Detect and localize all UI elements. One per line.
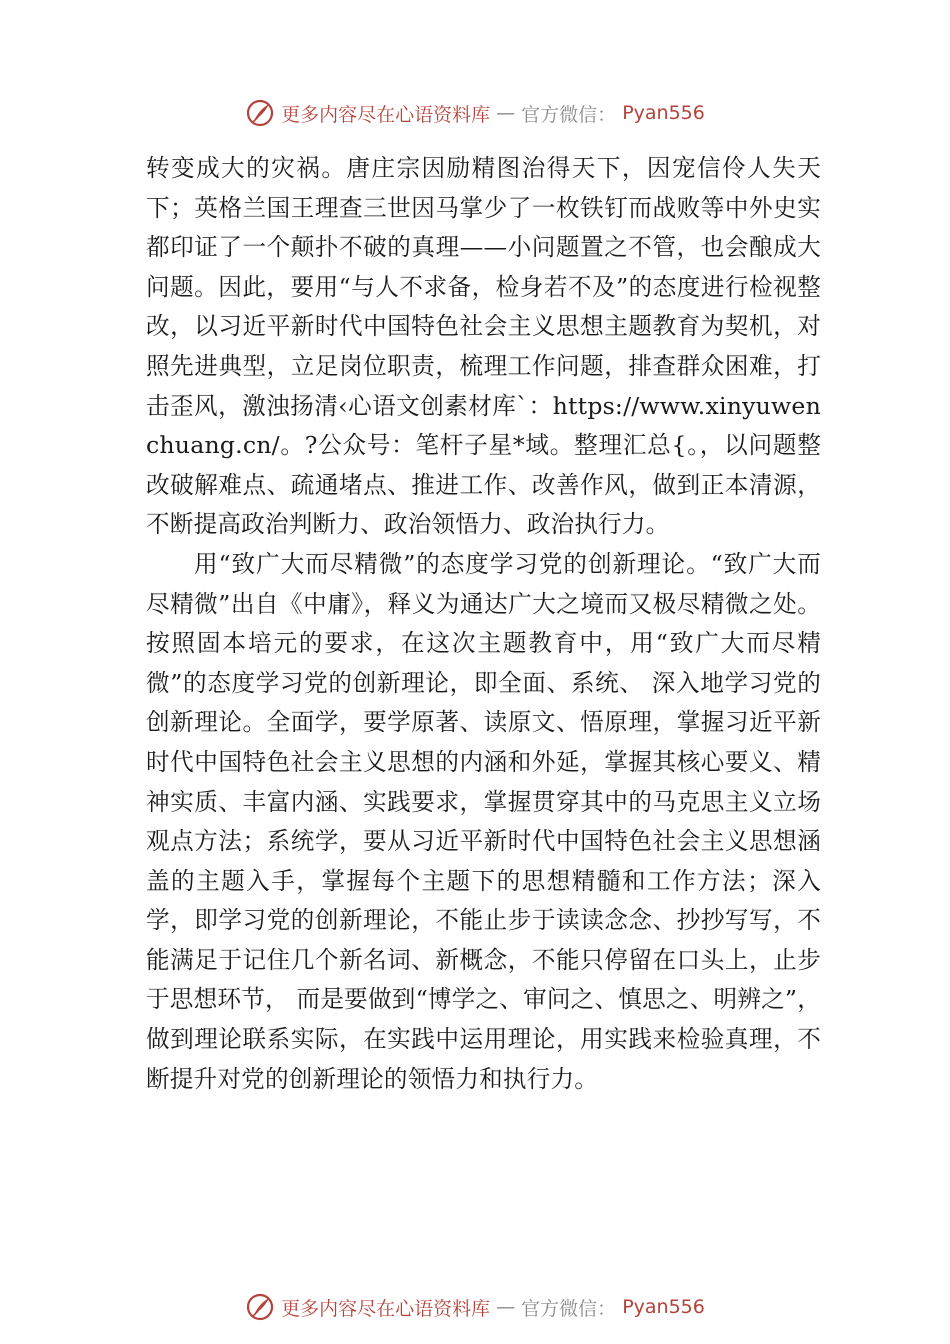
- footer-brand-text: 更多内容尽在心语资料库: [281, 1297, 491, 1320]
- feather-pen-logo-icon: [245, 98, 275, 128]
- footer-banner: [0, 1290, 950, 1324]
- header-banner: [0, 96, 950, 130]
- footer-wechat-label: 官方微信：: [521, 1297, 617, 1320]
- feather-pen-logo-icon: [245, 1292, 275, 1322]
- paragraph-2: 用“致广大而尽精微”的态度学习党的创新理论。“致广大而尽精微”出自《中庸》，释义为通达广大之境而又极尽精微之处。按照固本培元的要求，在这次主题教育中，用“致广大而尽精微”的态度学习党的创新理论，即全面、系统、 深入地学习党的创新理论。全面学，要学原著、读原文、悟原理，掌握习近平新时代中国特色社会主义思想的内涵和外延，掌握其核心要义、精神实质、丰富内涵、实践要求，掌握贯穿其中的马克思主义立场观点方法；系统学，要从习近平新时代中国特色社会主义思想涵盖的主题入手，掌握每个主题下的思想精髓和工作方法；深入学，即学习党的创新理论，不能止步于读读念念、抄抄写写，不能满足于记住几个新名词、新概念，不能只停留在口头上，止步于思想环节， 而是要做到“博学之、审问之、慎思之、明辨之”，做到理论联系实际，在实践中运用理论，用实践来检验真理，不断提升对党的创新理论的领悟力和执行力。: [146, 549, 821, 1093]
- footer-dash: —: [496, 1296, 516, 1318]
- header-brand-text: 更多内容尽在心语资料库: [281, 103, 491, 126]
- header-wechat-id: Pyan556: [622, 102, 705, 124]
- header-wechat-label: 官方微信：: [521, 103, 617, 126]
- document-body: [146, 149, 821, 1099]
- footer-wechat-id: Pyan556: [622, 1296, 705, 1318]
- header-dash: —: [496, 102, 516, 124]
- paragraph-1: 转变成大的灾祸。唐庄宗因励精图治得天下，因宠信伶人失天下；英格兰国王理查三世因马掌少了一枚铁钉而战败等中外史实都印证了一个颠扑不破的真理——小问题置之不管，也会酿成大问题。因此，要用“与人不求备，检身若不及”的态度进行检视整改，以习近平新时代中国特色社会主义思想主题教育为契机，对照先进典型，立足岗位职责，梳理工作问题，排查群众困难，打击歪风，激浊扬清‹心语文创素材库`：https://www.xinyuwenchuang.cn/。?公众号：笔杆子星*域。整理汇总{。，以问题整改破解难点、疏通堵点、推进工作、改善作风，做到正本清源， 不断提高政治判断力、政治领悟力、政治执行力。: [146, 154, 821, 539]
